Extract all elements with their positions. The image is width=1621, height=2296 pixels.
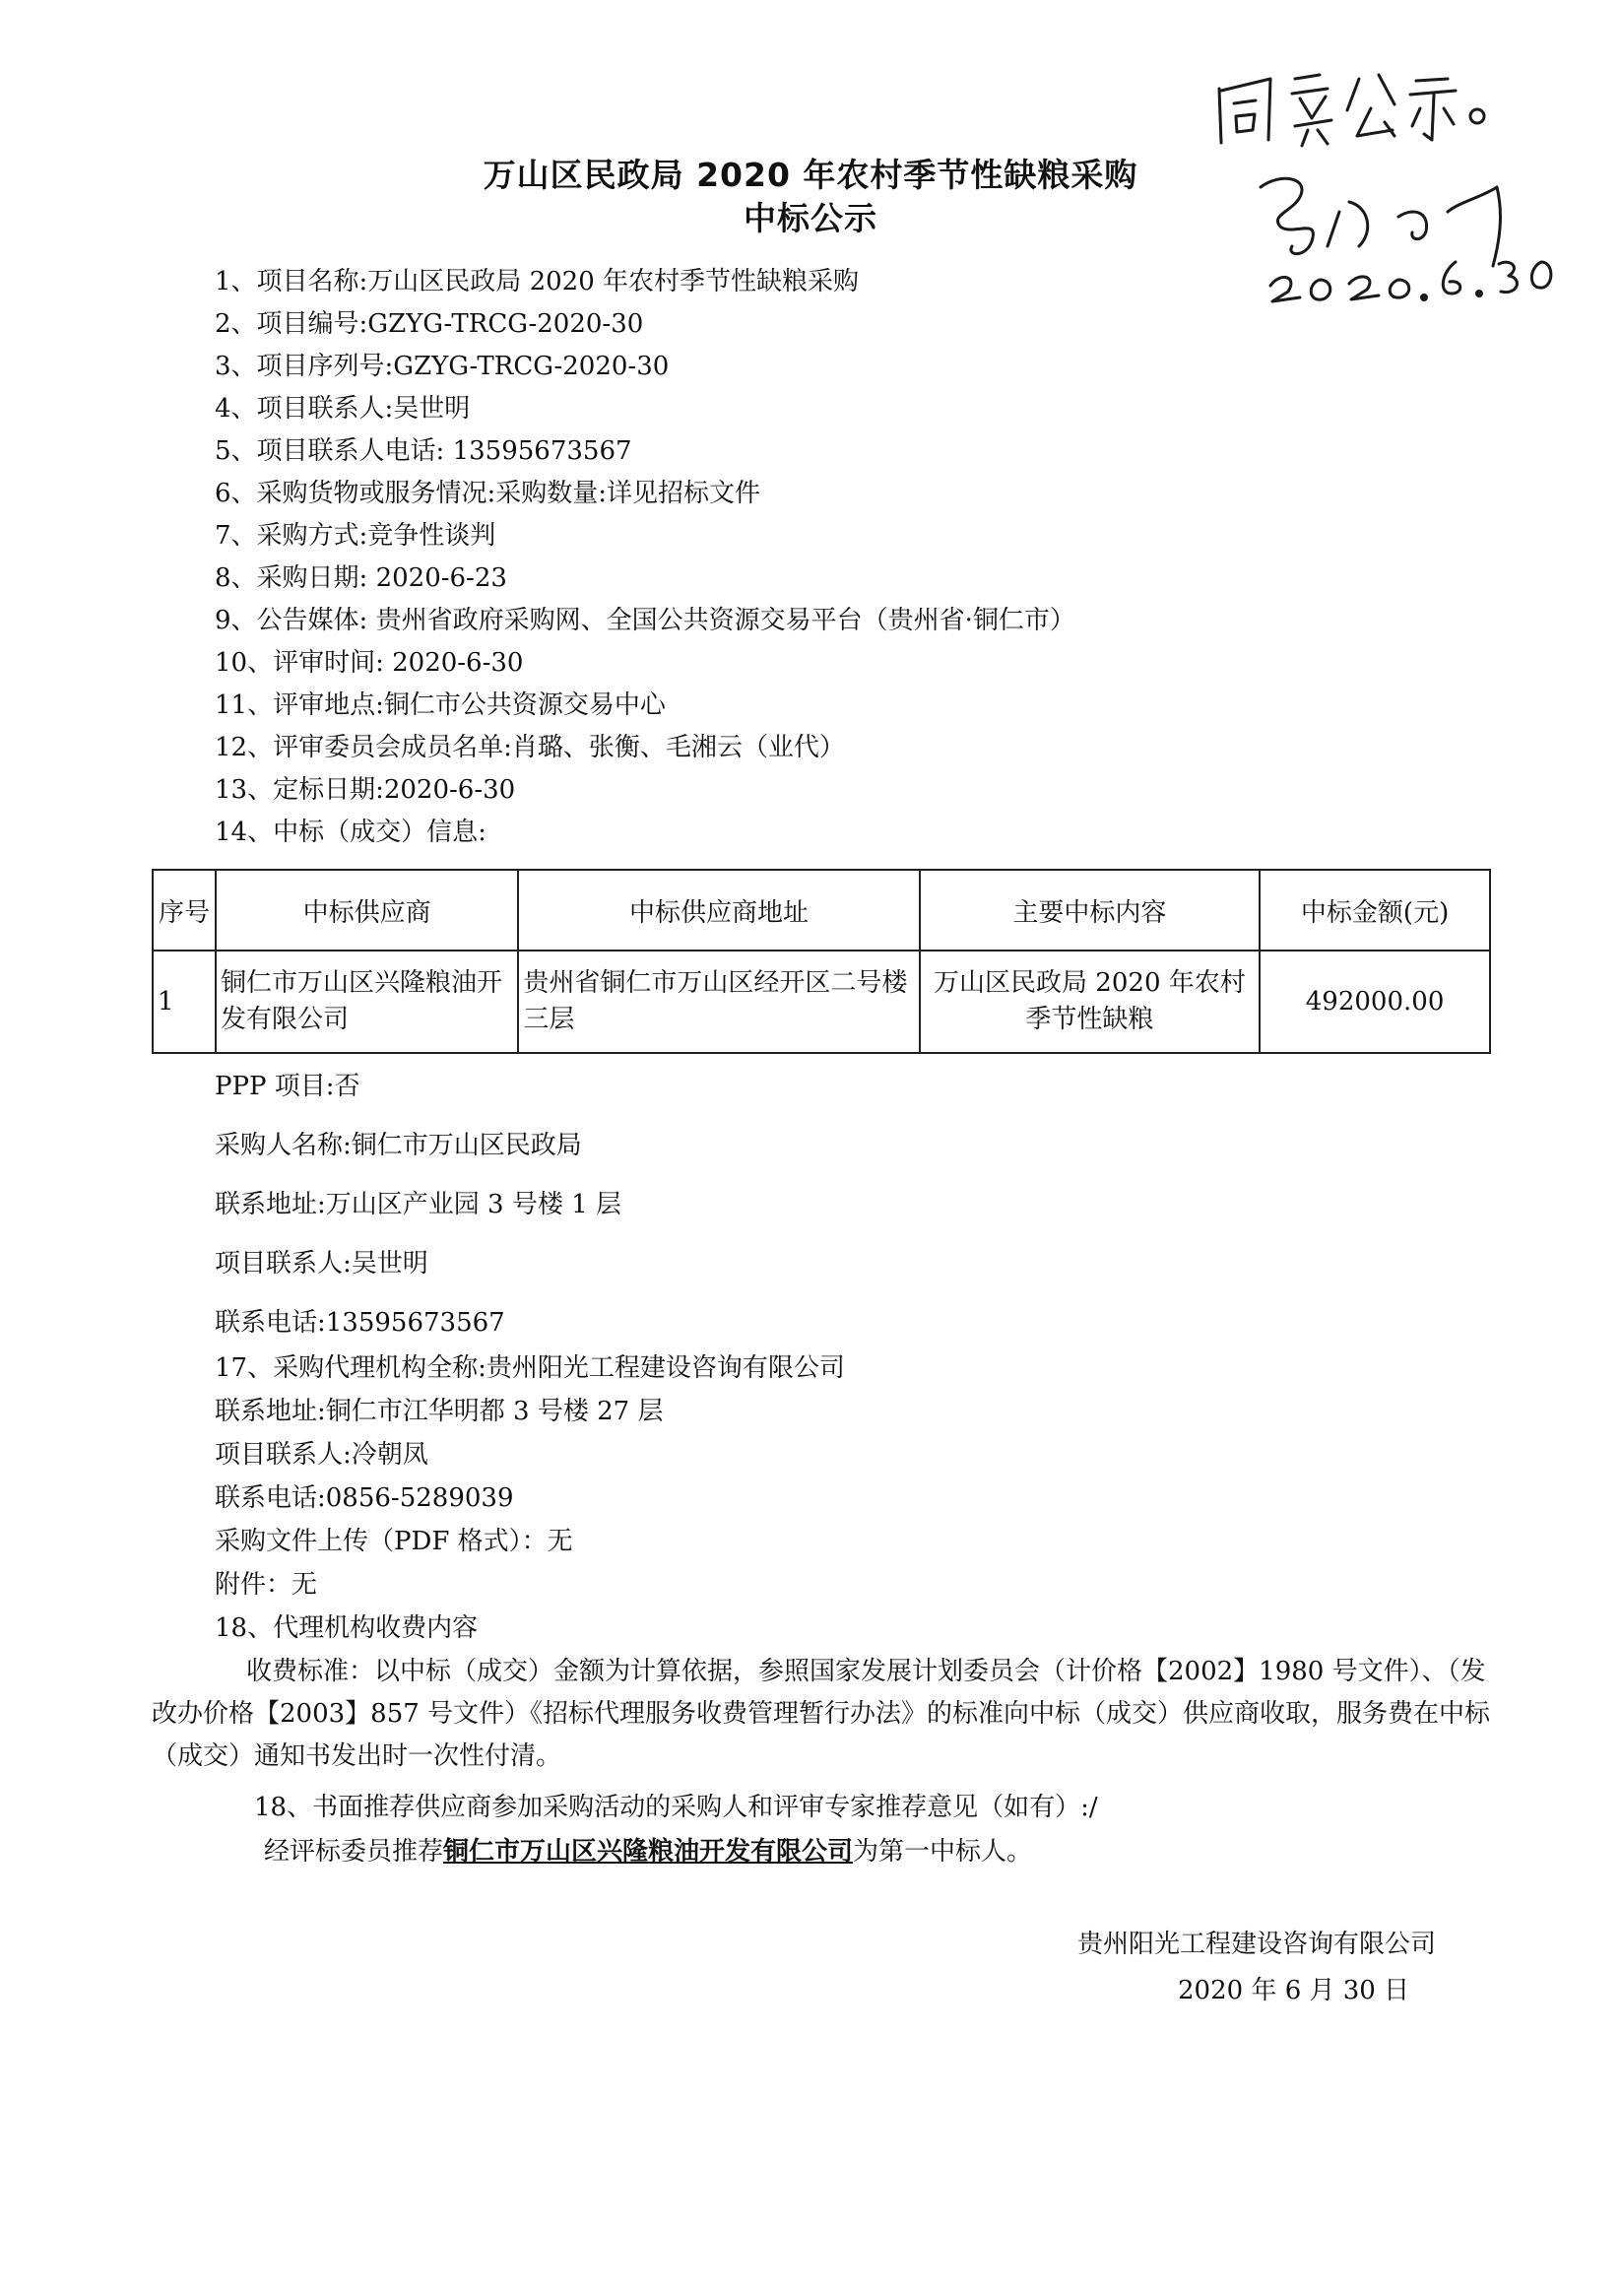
item-review-time: 10、评审时间: 2020-6-30: [215, 648, 524, 678]
purchaser-address: 联系地址:万山区产业园 3 号楼 1 层: [215, 1190, 621, 1219]
agency-address: 联系地址:铜仁市江华明都 3 号楼 27 层: [215, 1397, 664, 1426]
signature-org: 贵州阳光工程建设咨询有限公司: [1077, 1930, 1437, 1959]
attachments: 附件：无: [215, 1570, 318, 1600]
cell-content: 万山区民政局 2020 年农村季节性缺粮: [920, 951, 1260, 1053]
agency-name: 17、采购代理机构全称:贵州阳光工程建设咨询有限公司: [215, 1353, 845, 1383]
recommend-prefix: 经评标委员推荐: [264, 1837, 444, 1867]
header-main-content: 主要中标内容: [920, 870, 1260, 951]
item-contact-phone: 5、项目联系人电话: 13595673567: [215, 436, 632, 466]
header-serial: 序号: [153, 870, 216, 951]
header-amount: 中标金额(元): [1260, 870, 1490, 951]
item-review-location: 11、评审地点:铜仁市公共资源交易中心: [215, 690, 666, 720]
item-review-committee: 12、评审委员会成员名单:肖璐、张衡、毛湘云（业代）: [215, 733, 845, 762]
agency-phone: 联系电话:0856-5289039: [215, 1483, 514, 1513]
item-project-contact: 4、项目联系人:吴世明: [215, 394, 471, 424]
agency-contact: 项目联系人:冷朝凤: [215, 1440, 428, 1470]
header-supplier-address: 中标供应商地址: [518, 870, 919, 951]
recommend-suffix: 为第一中标人。: [853, 1837, 1033, 1867]
item-announcement-media: 9、公告媒体: 贵州省政府采购网、全国公共资源交易平台（贵州省·铜仁市）: [215, 606, 1075, 635]
purchaser-name: 采购人名称:铜仁市万山区民政局: [215, 1131, 582, 1160]
item-project-number: 2、项目编号:GZYG-TRCG-2020-30: [215, 309, 644, 339]
file-upload: 采购文件上传（PDF 格式）：无: [215, 1527, 573, 1556]
purchaser-phone: 联系电话:13595673567: [215, 1308, 505, 1338]
item-award-date: 13、定标日期:2020-6-30: [215, 775, 516, 805]
item-procurement-date: 8、采购日期: 2020-6-23: [215, 563, 507, 593]
cell-amount: 492000.00: [1260, 951, 1490, 1053]
item-project-serial: 3、项目序列号:GZYG-TRCG-2020-30: [215, 352, 670, 381]
award-table: [152, 869, 1491, 1054]
fee-heading: 18、代理机构收费内容: [215, 1613, 479, 1643]
recommend-company: 铜仁市万山区兴隆粮油开发有限公司: [443, 1837, 854, 1867]
fee-paragraph: 收费标准：以中标（成交）金额为计算依据，参照国家发展计划委员会（计价格【2002】1980 号文件）、（发改办价格【2003】857 号文件）《招标代理服务收费管理暂行办法》的标准向中标（成交）供应商收取，服务费在中标（成交）通知书发出时一次性付清。: [152, 1657, 1491, 1771]
cell-supplier: 铜仁市万山区兴隆粮油开发有限公司: [216, 951, 518, 1053]
item-award-info: 14、中标（成交）信息:: [215, 818, 486, 847]
recommend-heading: 18、书面推荐供应商参加采购活动的采购人和评审专家推荐意见（如有）:/: [254, 1793, 1098, 1822]
cell-serial: 1: [153, 951, 216, 1053]
purchaser-contact: 项目联系人:吴世明: [215, 1249, 428, 1279]
ppp-project: PPP 项目:否: [215, 1072, 360, 1101]
recommend-sentence: [264, 1836, 1032, 1868]
table-header-row: [153, 870, 1490, 951]
item-goods-services: 6、采购货物或服务情况:采购数量:详见招标文件: [215, 479, 761, 508]
table-row: [153, 951, 1490, 1053]
cell-address: 贵州省铜仁市万山区经开区二号楼三层: [518, 951, 919, 1053]
header-supplier: 中标供应商: [216, 870, 518, 951]
item-project-name: 1、项目名称:万山区民政局 2020 年农村季节性缺粮采购: [215, 267, 859, 296]
signature-date: 2020 年 6 月 30 日: [1178, 1976, 1410, 2005]
document-title: 万山区民政局 2020 年农村季节性缺粮采购: [483, 156, 1138, 194]
document-subtitle: 中标公示: [744, 199, 877, 237]
item-procurement-method: 7、采购方式:竞争性谈判: [215, 521, 496, 551]
